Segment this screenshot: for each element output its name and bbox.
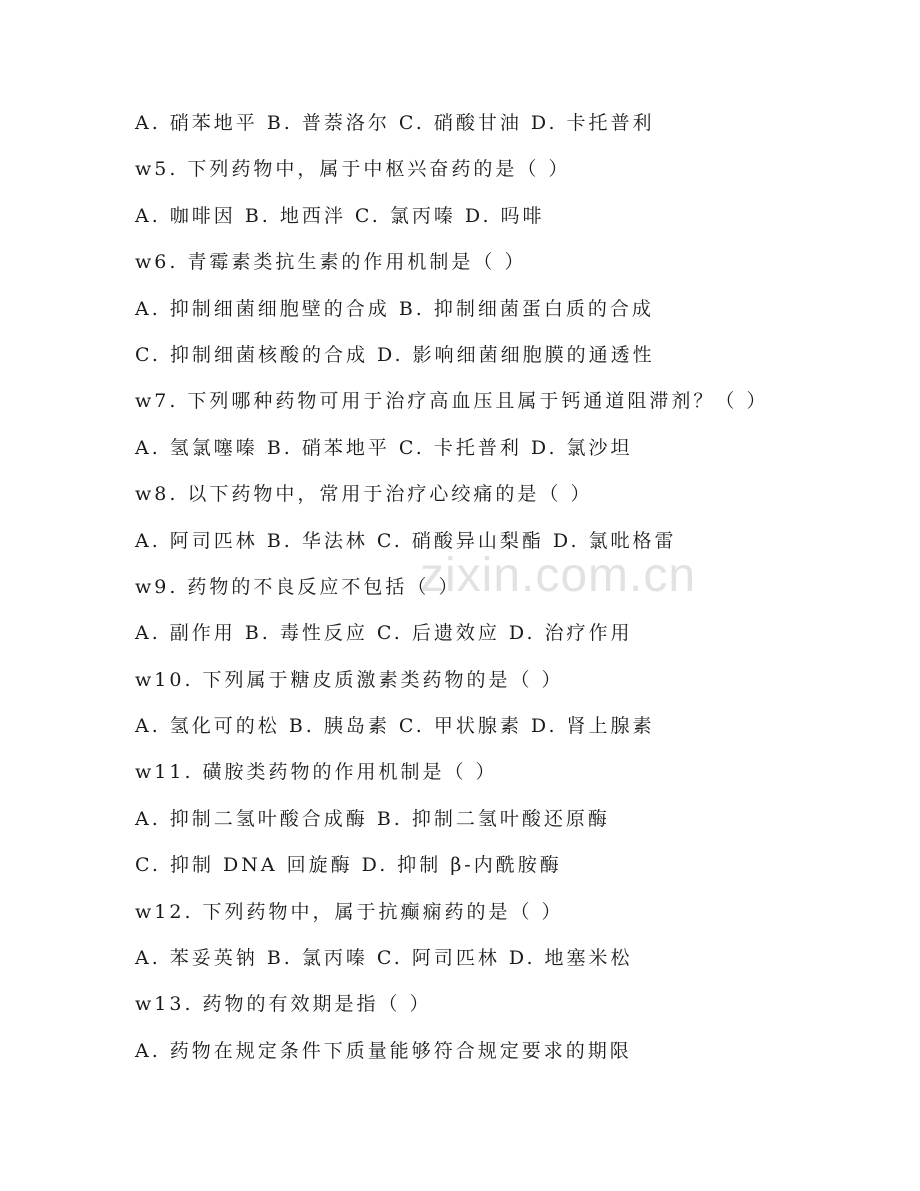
- options-line: A. 阿司匹林 B. 华法林 C. 硝酸异山梨酯 D. 氯吡格雷: [135, 529, 677, 552]
- options-line: A. 药物在规定条件下质量能够符合规定要求的期限: [135, 1039, 632, 1062]
- question-line: w11. 磺胺类药物的作用机制是（ ）: [135, 761, 498, 784]
- question-line: w13. 药物的有效期是指（ ）: [135, 993, 432, 1016]
- watermark-text: zixin.com.cn: [420, 549, 697, 602]
- options-line: A. 抑制细菌细胞壁的合成 B. 抑制细菌蛋白质的合成: [135, 297, 654, 320]
- question-line: w12. 下列药物中，属于抗癫痫药的是（ ）: [135, 900, 564, 923]
- question-line: w9. 药物的不良反应不包括（ ）: [135, 575, 461, 598]
- options-line: A. 氢化可的松 B. 胰岛素 C. 甲状腺素 D. 肾上腺素: [135, 715, 655, 738]
- options-line: A. 抑制二氢叶酸合成酶 B. 抑制二氢叶酸还原酶: [135, 807, 610, 830]
- options-line: A. 苯妥英钠 B. 氯丙嗪 C. 阿司匹林 D. 地塞米松: [135, 947, 633, 970]
- options-line: C. 抑制 DNA 回旋酶 D. 抑制 β-内酰胺酶: [135, 854, 562, 877]
- text-line: A. 硝苯地平 B. 普萘洛尔 C. 硝酸甘油 D. 卡托普利: [135, 112, 655, 134]
- question-line: w6. 青霉素类抗生素的作用机制是（ ）: [135, 251, 527, 274]
- options-line: A. 副作用 B. 毒性反应 C. 后遗效应 D. 治疗作用: [135, 622, 633, 645]
- options-line: A. 氢氯噻嗪 B. 硝苯地平 C. 卡托普利 D. 氯沙坦: [135, 436, 633, 459]
- question-line: w8. 以下药物中，常用于治疗心绞痛的是（ ）: [135, 483, 593, 506]
- options-line: C. 抑制细菌核酸的合成 D. 影响细菌细胞膜的通透性: [135, 343, 655, 366]
- question-line: w10. 下列属于糖皮质激素类药物的是（ ）: [135, 668, 564, 691]
- options-line: A. 咖啡因 B. 地西泮 C. 氯丙嗪 D. 吗啡: [135, 204, 545, 227]
- question-line: w5. 下列药物中，属于中枢兴奋药的是（ ）: [135, 158, 571, 181]
- question-line: w7. 下列哪种药物可用于治疗高血压且属于钙通道阻滞剂？（ ）: [135, 390, 769, 413]
